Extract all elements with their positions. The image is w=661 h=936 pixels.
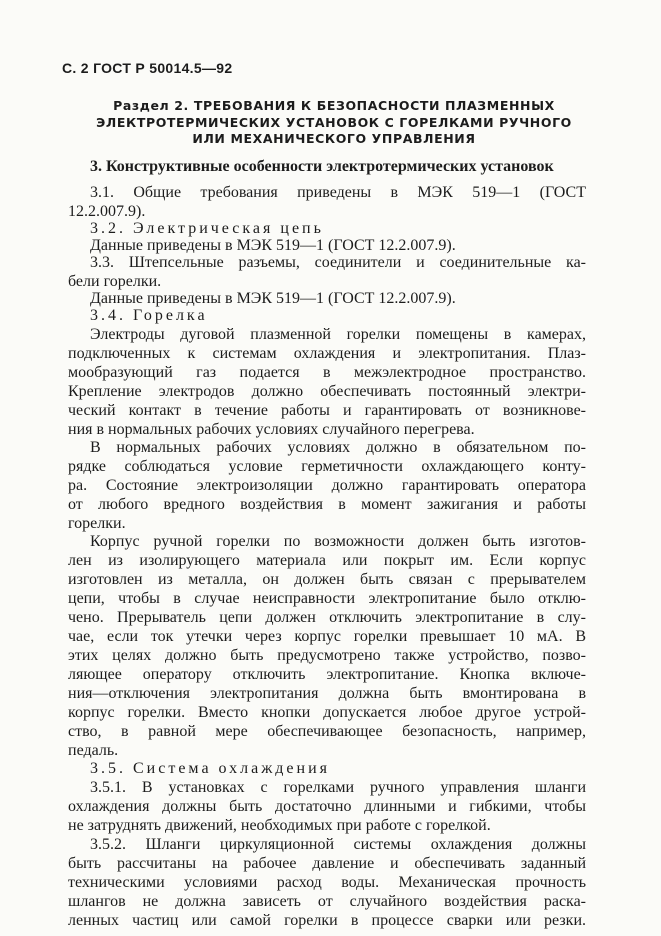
text-line: ческий контакт в течение работы и гарантировать от возникнове-	[68, 402, 586, 419]
text-line: корпус горелки. Вместо кнопки допускается любое другое устрой-	[68, 704, 586, 721]
text-line: 3.2. Электрическая цепь	[90, 220, 324, 237]
text-line: подключенных к системам охлаждения и электропитания. Плаз-	[68, 345, 586, 362]
text-line: В нормальных рабочих условиях должно в обязательном по-	[90, 439, 586, 456]
text-line: 3. Конструктивные особенности электротермических установок	[90, 158, 554, 175]
text-line: 3.4. Горелка	[90, 307, 208, 324]
text-line: горелки.	[68, 515, 126, 532]
text-line: этих целях должно быть предусмотрено также устройство, позво-	[68, 647, 586, 664]
page-header: С. 2 ГОСТ Р 50014.5—92	[62, 60, 233, 76]
text-line: от любого вредного воздействия в момент зажигания и работы	[68, 496, 586, 513]
text-line: ра. Состояние электроизоляции должно гарантировать оператора	[68, 477, 586, 494]
text-line: чае, если ток утечки через корпус горелки превышает 10 мА. В	[68, 628, 586, 645]
text-line: техническими условиями расход воды. Механическая прочность	[68, 874, 586, 891]
text-line: 3.5.2. Шланги циркуляционной системы охлаждения должны	[90, 836, 586, 853]
text-line: 12.2.007.9).	[68, 203, 146, 220]
text-line: 3.5.1. В установках с горелками ручного управления шланги	[90, 779, 586, 796]
section-title	[60, 98, 608, 148]
text-line: 3.1. Общие требования приведены в МЭК 519—1 (ГОСТ	[90, 184, 586, 201]
text-line: цепи, чтобы в случае неисправности электропитание было отклю-	[68, 590, 586, 607]
text-line: Электроды дуговой плазменной горелки помещены в камерах,	[90, 326, 586, 343]
text-line: чено. Прерыватель цепи должен отключить электропитание в слу-	[68, 609, 586, 626]
section-title-line-2: ЭЛЕКТРОТЕРМИЧЕСКИХ УСТАНОВОК С ГОРЕЛКАМИ РУЧНОГО	[96, 114, 572, 130]
text-line: не затруднять движений, необходимых при работе с горелкой.	[68, 817, 491, 834]
text-line: 3.3. Штепсельные разъемы, соединители и соединительные ка-	[90, 254, 586, 271]
text-line: охлаждения должны быть достаточно длинными и гибкими, чтобы	[68, 798, 586, 815]
text-line: ство, в равной мере обеспечивающее безопасность, например,	[68, 723, 586, 740]
text-line: мообразующий газ подается в межэлектродное пространство.	[68, 364, 586, 381]
text-line: ния в нормальных рабочих условиях случайного перегрева.	[68, 421, 475, 438]
text-line: Крепление электродов должно обеспечивать постоянный электри-	[68, 383, 586, 400]
text-line: педаль.	[68, 742, 119, 759]
text-line: ленных частиц или самой горелки в процессе сварки или резки.	[68, 912, 586, 929]
text-line: Данные приведены в МЭК 519—1 (ГОСТ 12.2.007.9).	[90, 290, 456, 307]
text-line: Данные приведены в МЭК 519—1 (ГОСТ 12.2.007.9).	[90, 237, 456, 254]
text-line: Корпус ручной горелки по возможности должен быть изготов-	[90, 533, 586, 550]
text-line: лен из изолирующего материала или покрыт им. Если корпус	[68, 552, 586, 569]
text-line: бели горелки.	[68, 273, 162, 290]
section-title-line-3: ИЛИ МЕХАНИЧЕСКОГО УПРАВЛЕНИЯ	[192, 131, 476, 146]
text-line: быть рассчитаны на рабочее давление и обеспечивать заданный	[68, 855, 586, 872]
text-line: изготовлен из металла, он должен быть связан с прерывателем	[68, 571, 586, 588]
text-line: 3.5. Система охлаждения	[90, 760, 331, 777]
text-line: рядке соблюдаться условие герметичности охлаждающего конту-	[68, 458, 586, 475]
text-line: ляющее оператору отключить электропитание. Кнопка включе-	[68, 666, 586, 683]
section-title-line-1: Раздел 2. ТРЕБОВАНИЯ К БЕЗОПАСНОСТИ ПЛАЗМЕННЫХ	[113, 98, 555, 113]
text-line: ния—отключения электропитания должна быть вмонтирована в	[68, 685, 586, 702]
text-line: шлангов не должна зависеть от случайного воздействия раска-	[68, 893, 586, 910]
